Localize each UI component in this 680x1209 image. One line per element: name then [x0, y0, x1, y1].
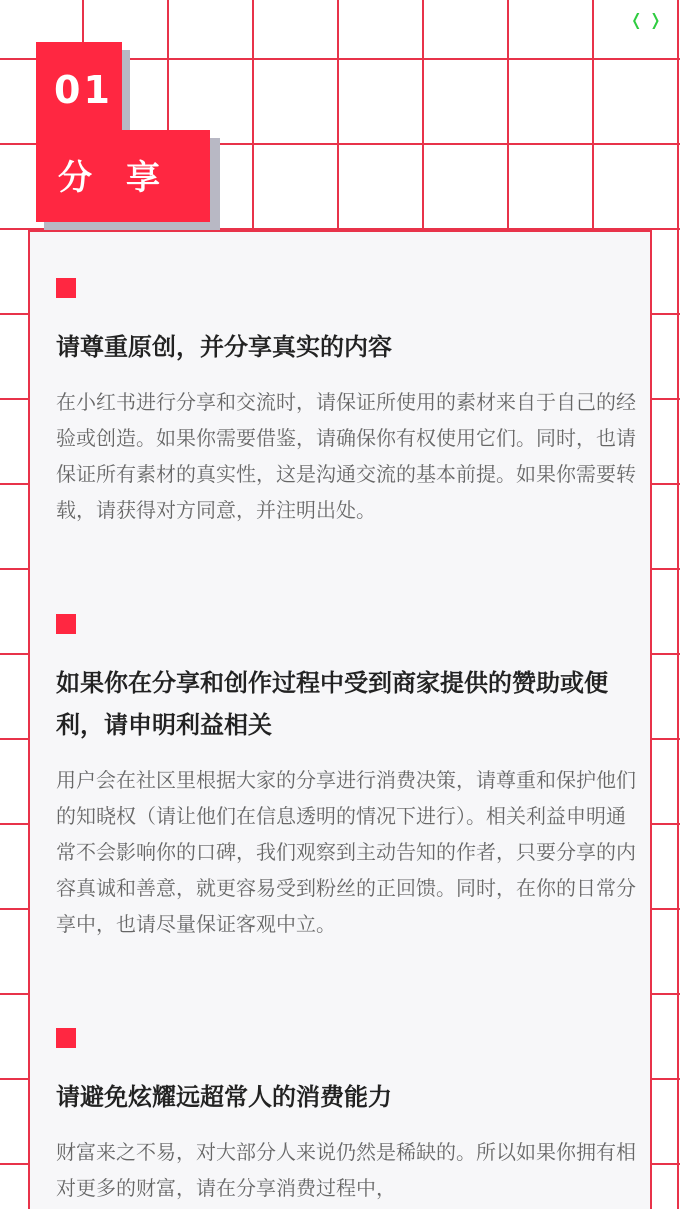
section-title: 请尊重原创，并分享真实的内容: [56, 333, 392, 361]
section-body: 用户会在社区里根据大家的分享进行消费决策，请尊重和保护他们的知晓权（请让他们在信息透明的情况下进行）。相关利益申明通常不会影响你的口碑，我们观察到主动告知的作者，只要分享的内容真诚和善意，就更容易受到粉丝的正回馈。同时，在你的日常分享中，也请尽量保证客观中立。: [56, 768, 636, 936]
section-marker: [56, 1028, 76, 1048]
expand-icon[interactable]: ❬ ❭: [629, 10, 662, 29]
section-sponsorship: [56, 614, 636, 942]
section-marker: [56, 614, 76, 634]
badge-title: 分享: [58, 158, 194, 198]
section-body: 财富来之不易，对大部分人来说仍然是稀缺的。所以如果你拥有相对更多的财富，请在分享消费过程中，: [56, 1140, 636, 1200]
section-marker: [56, 278, 76, 298]
content-card: [28, 230, 652, 1209]
section-title: 如果你在分享和创作过程中受到商家提供的赞助或便利，请申明利益相关: [56, 669, 608, 739]
section-original-content: [56, 278, 636, 528]
section-avoid-flaunting: [56, 1028, 636, 1206]
badge-number: 01: [54, 68, 113, 112]
section-body: 在小红书进行分享和交流时，请保证所使用的素材来自于自己的经验或创造。如果你需要借鉴，请确保你有权使用它们。同时，也请保证所有素材的真实性，这是沟通交流的基本前提。如果你需要转载，请获得对方同意，并注明出处。: [56, 390, 636, 522]
section-title: 请避免炫耀远超常人的消费能力: [56, 1083, 392, 1111]
